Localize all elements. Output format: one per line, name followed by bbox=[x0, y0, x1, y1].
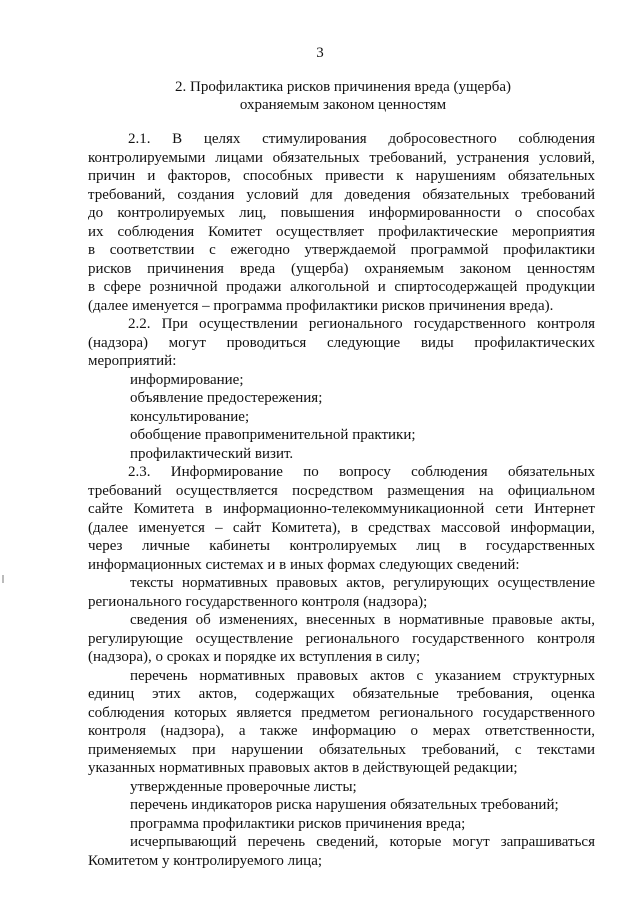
text-line: до контролируемых лиц, повышения информированности о способах bbox=[88, 205, 595, 221]
prevention-measures-list bbox=[88, 371, 595, 464]
section-title-line: охраняемым законом ценностям bbox=[239, 97, 447, 113]
list-item bbox=[88, 796, 595, 815]
list-item bbox=[88, 611, 595, 667]
scan-margin-mark bbox=[2, 575, 4, 583]
paragraph-2-1 bbox=[88, 130, 595, 315]
text-line: (далее именуется – программа профилактики рисков причинения вреда). bbox=[88, 297, 554, 314]
published-information-list bbox=[88, 574, 595, 870]
text-line: Комитетом у контролируемого лица; bbox=[88, 852, 323, 869]
text-line: сайте Комитета в информационно-телекоммуникационной сети Интернет bbox=[88, 501, 595, 517]
text-line: перечень индикаторов риска нарушения обязательных требований; bbox=[130, 797, 559, 813]
document-body bbox=[88, 130, 595, 870]
text-line: регионального государственного контроля (надзора); bbox=[88, 593, 428, 610]
list-item: объявление предостережения; bbox=[130, 390, 323, 406]
list-item: информирование; bbox=[130, 371, 244, 388]
text-line: рисков причинения вреда (ущерба) охраняемым законом ценностям bbox=[88, 260, 595, 277]
text-line: тексты нормативных правовых актов, регулирующих осуществление bbox=[130, 575, 595, 591]
text-line: в сфере розничной продажи алкогольной и спиртосодержащей продукции bbox=[88, 279, 595, 295]
text-line: через личные кабинеты контролируемых лиц в государственных bbox=[88, 538, 595, 554]
list-item: обобщение правоприменительной практики; bbox=[130, 427, 416, 443]
text-line: (надзора) могут проводиться следующие виды профилактических bbox=[88, 334, 595, 351]
paragraph-2-2 bbox=[88, 315, 595, 371]
section-title-line: 2. Профилактика рисков причинения вреда (ущерба) bbox=[175, 79, 511, 95]
text-line: указанных нормативных правовых актов в действующей редакции; bbox=[88, 760, 518, 776]
text-line: мероприятий: bbox=[88, 353, 177, 369]
text-line: перечень нормативных правовых актов с указанием структурных bbox=[130, 667, 595, 684]
text-line: утвержденные проверочные листы; bbox=[130, 778, 357, 795]
list-item bbox=[88, 778, 595, 797]
text-line: соблюдения которых является предметом регионального государственного bbox=[88, 704, 595, 721]
text-line: контроля (надзора), а также информацию о мерах ответственности, bbox=[88, 723, 595, 739]
text-line: в соответствии с ежегодно утверждаемой программой профилактики bbox=[88, 242, 595, 258]
text-line: 2.3. Информирование по вопросу соблюдения обязательных bbox=[128, 464, 595, 480]
text-line: требований, создания условий для доведения обязательных требований bbox=[88, 186, 595, 203]
paragraph-2-3 bbox=[88, 463, 595, 574]
text-line: программа профилактики рисков причинения вреда; bbox=[130, 815, 466, 832]
text-line: (далее именуется – сайт Комитета), в средствах массовой информации, bbox=[88, 519, 595, 536]
text-line: требований осуществляется посредством размещения на официальном bbox=[88, 482, 595, 499]
text-line: причин и факторов, способных привести к нарушениям обязательных bbox=[88, 168, 595, 184]
list-item bbox=[88, 574, 595, 611]
list-item bbox=[88, 815, 595, 834]
text-line: информационных системах и в иных формах следующих сведений: bbox=[88, 556, 520, 573]
list-item: профилактический визит. bbox=[130, 445, 294, 462]
text-line: контролируемыми лицами обязательных требований, устранения условий, bbox=[88, 149, 595, 166]
text-line: 2.1. В целях стимулирования добросовестного соблюдения bbox=[128, 131, 595, 147]
page-number: 3 bbox=[316, 45, 324, 61]
text-line: применяемых при нарушении обязательных требований, с текстами bbox=[88, 741, 595, 758]
section-title bbox=[88, 78, 598, 114]
text-line: (надзора), о сроках и порядке их вступления в силу; bbox=[88, 649, 421, 665]
text-line: единиц этих актов, содержащих обязательные требования, оценка bbox=[88, 686, 595, 702]
text-line: регулирующие осуществление регионального государственного контроля bbox=[88, 630, 595, 647]
list-item bbox=[88, 833, 595, 870]
text-line: сведения об изменениях, внесенных в нормативные правовые акты, bbox=[130, 612, 595, 628]
list-item: консультирование; bbox=[130, 408, 250, 425]
list-item bbox=[88, 667, 595, 778]
text-line: их соблюдения Комитет осуществляет профилактические мероприятия bbox=[88, 223, 595, 240]
text-line: 2.2. При осуществлении регионального государственного контроля bbox=[128, 316, 595, 332]
text-line: исчерпывающий перечень сведений, которые могут запрашиваться bbox=[130, 834, 595, 850]
